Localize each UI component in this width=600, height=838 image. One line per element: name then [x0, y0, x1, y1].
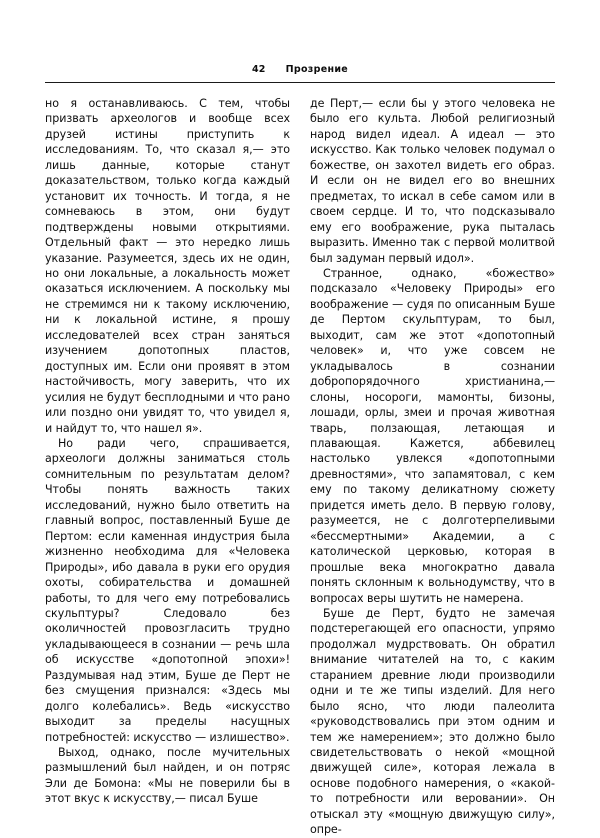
paragraph: де Перт,— если бы у этого человека не было его культа. Любой религиозный народ видел идеал. А идеал — это искусство. Как только человек подумал о божестве, он захотел видеть его образ. И если он не видел его во внешних предметах, то искал в себе самом или в своем сердце. И то, что подсказывало ему его воображение, рука пыталась выразить. Именно так с первой молитвой был задуман первый идол».	[310, 97, 555, 265]
page-number: 42	[251, 64, 266, 75]
header-rule	[45, 82, 555, 83]
paragraph: Но ради чего, спрашивается, археологи должны заниматься столь сомнительным по результатам делом? Чтобы понять важность таких исследований, нужно было ответить на главный вопрос, поставленный Буше де Пертом: если каменная индустрия была жизненно необходима для «Человека Природы», ибо давала в руки его орудия охоты, собирательства и домашней работы, то для чего ему потребовались скульптуры? Следовало без околичностей провозгласить трудно укладывающееся в сознании — речь шла об искусстве «допотопной эпохи»! Раздумывая над этим, Буше де Перт не без смущения признался: «Здесь мы долго колебались». Ведь «искусство выходит за пределы насущных потребностей: искусство — излишество».	[45, 436, 290, 744]
paragraph: Выход, однако, после мучительных размышлений был найден, и он потряс Эли де Бомона: «Мы не поверили бы в этот вкус к искусству,— писал Буше	[45, 746, 290, 806]
running-head	[45, 64, 555, 80]
paragraph: Странное, однако, «божество» подсказало «Человеку Природы» его воображение — судя по описанным Буше де Пертом скульптурам, то был, выходит, сам же этот «допотопный человек» и, что уже совсем не укладывалось в сознании добропорядочного христианина,— слоны, носороги, мамонты, бизоны, лошади, орлы, змеи и прочая животная тварь, ползающая, летающая и плавающая. Кажется, аббевилец настолько увлекся «допотопными древностями», что запамятовал, с кем ему по такому деликатному сюжету придется иметь дело. В первую голову, разумеется, не с долготерпеливыми «бессмертными» Академии, а с католической церковью, которая в прошлые века многократно давала понять склонным к вольнодумству, что в вопросах веры шутить не намерена.	[310, 266, 555, 605]
paragraph: Буше де Перт, будто не замечая подстерегающей его опасности, упрямо продолжал мудрствовать. Он обратил внимание читателей на то, с каким старанием древние люди производили одни и те же типы изделий. Для него было ясно, что люди палеолита «руководствовались при этом одним и тем же намерением»; это должно было свидетельствовать о некой «мощной движущей силе», которая лежала в основе подобного намерения, о «какой-то потребности или веровании». Он отыскал эту «мощную движущую силу», опре-	[310, 606, 555, 837]
body-columns	[45, 96, 555, 837]
paragraph: но я останавливаюсь. С тем, чтобы призвать археологов и вообще всех друзей истины приступить к исследованиям. То, что сказал я,— это лишь данные, которые станут доказательством, только когда каждый установит их точность. И тогда, я не сомневаюсь в этом, они будут подтверждены новыми открытиями. Отдельный факт — это нередко лишь указание. Разумеется, здесь их не один, но они локальные, а локальность может оказаться исключением. А поскольку мы не стремимся ни к такому исключению, ни к локальной истине, я прошу исследователей всех стран заняться изучением допотопных пластов, доступных им. Если они проявят в этом настойчивость, могу заверить, что их усилия не будут бесплодными и что рано или поздно они увидят то, что увидел я, и найдут то, что нашел я».	[45, 97, 290, 435]
running-title: Прозрение	[285, 64, 349, 75]
right-column	[310, 96, 555, 837]
left-column	[45, 96, 290, 806]
